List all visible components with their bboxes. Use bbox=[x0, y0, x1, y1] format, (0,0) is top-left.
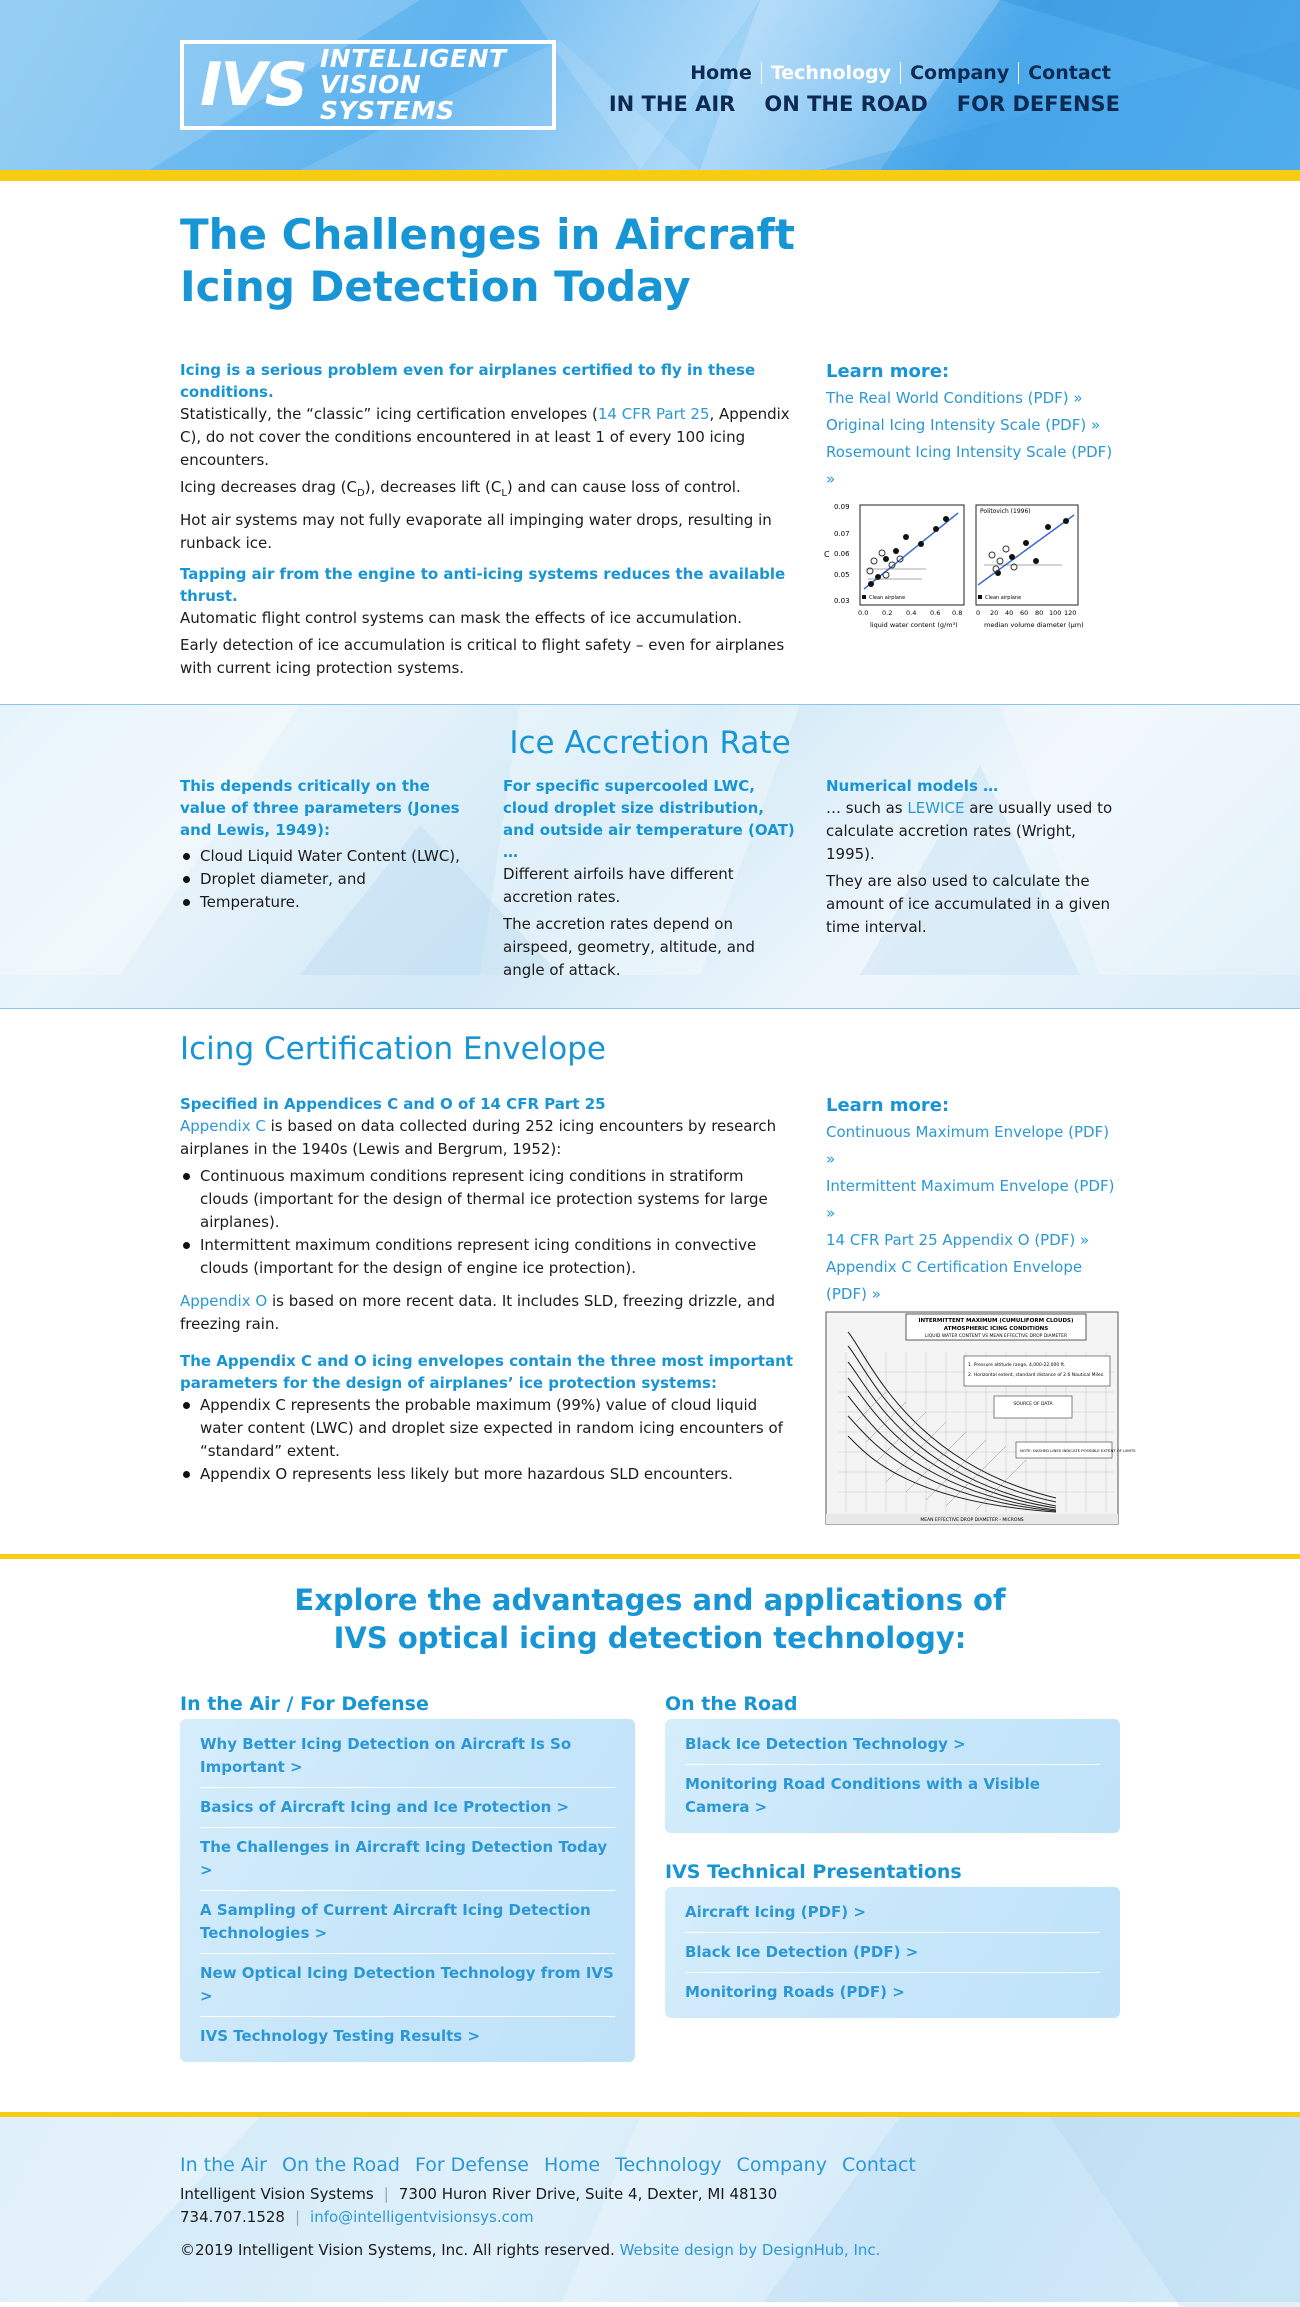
copyright-text: ©2019 Intelligent Vision Systems, Inc. All rights reserved. bbox=[180, 2241, 615, 2259]
intro-lead-1: Icing is a serious problem even for airplanes certified to fly in these conditions. bbox=[180, 361, 756, 401]
black-ice-technology-link[interactable]: Black Ice Detection Technology > bbox=[685, 1725, 1100, 1765]
chart-note-3: NOTE: DASHED LINES INDICATE POSSIBLE EXTENT OF LIMITS bbox=[1020, 1448, 1136, 1453]
lewice-link[interactable]: LEWICE bbox=[907, 799, 965, 817]
intermittent-maximum-chart bbox=[826, 1312, 1136, 1524]
right-legend: Clean airplane bbox=[985, 595, 1022, 601]
nav-contact[interactable]: Contact bbox=[1018, 62, 1120, 84]
env-p1-text: is based on data collected during 252 icing encounters by research airplanes in the 1940s (Lewis and Bergrum, 1952): bbox=[180, 1117, 777, 1158]
envelope-content bbox=[180, 1093, 796, 1524]
list-item: Appendix O represents less likely but more hazardous SLD encounters. bbox=[180, 1463, 796, 1486]
learn-more-heading: Learn more: bbox=[826, 1095, 950, 1116]
envelope-paragraph-2 bbox=[180, 1290, 796, 1336]
left-ytick-2: 0.06 bbox=[834, 550, 850, 558]
footer-in-the-air[interactable]: In the Air bbox=[180, 2154, 267, 2176]
footer-technology[interactable]: Technology bbox=[615, 2154, 722, 2176]
left-ytick-0: 0.09 bbox=[834, 503, 850, 511]
continuous-max-envelope-link[interactable]: Continuous Maximum Envelope (PDF) » bbox=[826, 1123, 1110, 1168]
p1-text-b: , Appendix C), do not cover the conditions encountered in at least 1 of every 100 icing encounters. bbox=[180, 405, 790, 469]
presentations-heading: IVS Technical Presentations bbox=[665, 1861, 962, 1883]
left-xtick-0: 0.0 bbox=[858, 609, 869, 617]
chart-source: SOURCE OF DATA bbox=[1013, 1402, 1053, 1407]
envelope-title: Icing Certification Envelope bbox=[180, 1031, 606, 1067]
real-world-conditions-link[interactable]: The Real World Conditions (PDF) » bbox=[826, 389, 1083, 407]
p2-text-a: Icing decreases drag (C bbox=[180, 478, 358, 496]
right-title: Politovich (1996) bbox=[980, 508, 1031, 515]
left-xtick-3: 0.6 bbox=[930, 609, 941, 617]
footer-for-defense[interactable]: For Defense bbox=[414, 2154, 529, 2176]
site-footer bbox=[0, 2112, 1300, 2302]
envelope-lead-2: The Appendix C and O icing envelopes contain the three most important parameters for the design of airplanes’ ice protection systems: bbox=[180, 1352, 793, 1392]
appendix-o-pdf-link[interactable]: 14 CFR Part 25 Appendix O (PDF) » bbox=[826, 1231, 1090, 1249]
logo-mark: IVS bbox=[200, 50, 306, 120]
accretion-col2-p2: The accretion rates depend on airspeed, geometry, altitude, and angle of attack. bbox=[503, 915, 755, 979]
intro-paragraph-1 bbox=[180, 403, 796, 472]
accretion-col-airfoils bbox=[503, 775, 796, 986]
chart-note-1: 1. Pressure altitude range, 4,000-22,000 ft. bbox=[968, 1363, 1066, 1368]
cfr-part-25-link[interactable]: 14 CFR Part 25 bbox=[597, 405, 710, 423]
why-better-detection-link[interactable]: Why Better Icing Detection on Aircraft Is So Important > bbox=[200, 1725, 615, 1788]
intro-paragraph-5: Early detection of ice accumulation is critical to flight safety – even for airplanes with current icing protection systems. bbox=[180, 636, 785, 677]
intro-paragraph-3: Hot air systems may not fully evaporate all impinging water drops, resulting in runback ice. bbox=[180, 511, 772, 552]
on-the-road-column bbox=[665, 1693, 1120, 2090]
learn-more-sidebar-2 bbox=[826, 1093, 1136, 1524]
list-item: Temperature. bbox=[180, 891, 473, 914]
footer-contact-info bbox=[180, 2183, 1120, 2229]
p2-sub-l: L bbox=[501, 488, 507, 499]
presentations-links bbox=[665, 1887, 1120, 2018]
p1-text-a: Statistically, the “classic” icing certification envelopes ( bbox=[180, 405, 598, 423]
intro-lead-2: Tapping air from the engine to anti-icing systems reduces the available thrust. bbox=[180, 565, 786, 605]
aircraft-icing-pdf-link[interactable]: Aircraft Icing (PDF) > bbox=[685, 1893, 1100, 1933]
testing-results-link[interactable]: IVS Technology Testing Results > bbox=[200, 2027, 481, 2045]
list-item: Cloud Liquid Water Content (LWC), bbox=[180, 845, 473, 868]
ivs-logo[interactable] bbox=[180, 40, 556, 130]
black-ice-pdf-link[interactable]: Black Ice Detection (PDF) > bbox=[685, 1933, 1100, 1973]
main-nav bbox=[609, 92, 1120, 116]
logo-line-2: VISION SYSTEMS bbox=[319, 70, 455, 125]
list-item: Droplet diameter, and bbox=[180, 868, 473, 891]
p2-text-b: ), decreases lift (C bbox=[364, 478, 502, 496]
nav-home[interactable]: Home bbox=[690, 62, 752, 84]
footer-nav bbox=[180, 2153, 1120, 2177]
intro-paragraph-2 bbox=[180, 476, 796, 505]
left-ytick-3: 0.05 bbox=[834, 571, 850, 579]
list-item: Continuous maximum conditions represent icing conditions in stratiform clouds (important for the design of thermal ice protection systems for large airplanes). bbox=[180, 1165, 796, 1234]
footer-company-name: Intelligent Vision Systems bbox=[180, 2185, 374, 2203]
appendix-c-list bbox=[180, 1165, 796, 1280]
rosemount-icing-scale-link[interactable]: Rosemount Icing Intensity Scale (PDF) » bbox=[826, 443, 1113, 488]
left-xtick-2: 0.4 bbox=[906, 609, 917, 617]
footer-on-the-road[interactable]: On the Road bbox=[282, 2154, 400, 2176]
sampling-technologies-link[interactable]: A Sampling of Current Aircraft Icing Detection Technologies > bbox=[200, 1891, 615, 1954]
nav-on-the-road[interactable]: ON THE ROAD bbox=[764, 92, 928, 116]
p2-text-c: ) and can cause loss of control. bbox=[506, 478, 741, 496]
ice-accretion-section bbox=[0, 704, 1300, 1009]
appendix-c-link[interactable]: Appendix C bbox=[180, 1117, 266, 1135]
envelope-lead-1: Specified in Appendices C and O of 14 CFR Part 25 bbox=[180, 1095, 606, 1113]
explore-title bbox=[180, 1581, 1120, 1657]
footer-address: 7300 Huron River Drive, Suite 4, Dexter, MI 48130 bbox=[398, 2185, 778, 2203]
page-title: The Challenges in Aircraft Icing Detection Today bbox=[180, 210, 795, 311]
p2-sub-d: D bbox=[357, 488, 365, 499]
accretion-col3-p2: They are also used to calculate the amount of ice accumulated in a given time interval. bbox=[826, 872, 1111, 936]
in-the-air-heading: In the Air / For Defense bbox=[180, 1693, 429, 1715]
env-p2-text: is based on more recent data. It includes SLD, freezing drizzle, and freezing rain. bbox=[180, 1292, 775, 1333]
right-xtick-1: 20 bbox=[990, 609, 999, 617]
right-xtick-0: 0 bbox=[976, 609, 981, 617]
footer-email-link[interactable]: info@intelligentvisionsys.com bbox=[310, 2208, 534, 2226]
footer-company[interactable]: Company bbox=[736, 2154, 827, 2176]
accretion-col3-p1 bbox=[826, 797, 1119, 866]
right-xtick-2: 40 bbox=[1005, 609, 1014, 617]
logo-line-1: INTELLIGENT bbox=[319, 44, 507, 73]
list-item: Intermittent maximum conditions represent icing conditions in convective clouds (important for the design of engine ice protection). bbox=[180, 1234, 796, 1280]
footer-phone: 734.707.1528 bbox=[180, 2208, 285, 2226]
explore-title-line-1: Explore the advantages and applications of bbox=[294, 1583, 1006, 1617]
accretion-col-parameters bbox=[180, 775, 473, 986]
appendix-compare-list bbox=[180, 1394, 796, 1486]
site-header bbox=[0, 0, 1300, 170]
nav-in-the-air[interactable]: IN THE AIR bbox=[608, 92, 736, 116]
nav-technology[interactable]: Technology bbox=[761, 62, 900, 84]
monitoring-roads-pdf-link[interactable]: Monitoring Roads (PDF) > bbox=[685, 1983, 905, 2001]
monitoring-road-conditions-link[interactable]: Monitoring Road Conditions with a Visible Camera > bbox=[685, 1775, 1040, 1816]
in-the-air-links bbox=[180, 1719, 635, 2062]
accretion-col2-p1: Different airfoils have different accretion rates. bbox=[503, 865, 734, 906]
learn-more-sidebar-1 bbox=[826, 359, 1120, 684]
nav-for-defense[interactable]: FOR DEFENSE bbox=[956, 92, 1120, 116]
right-xlabel: median volume diameter (μm) bbox=[984, 621, 1084, 629]
chart-title-3: LIQUID WATER CONTENT VS MEAN EFFECTIVE DROP DIAMETER bbox=[924, 1334, 1068, 1339]
ylabel-cd: C bbox=[824, 550, 830, 559]
left-xlabel: liquid water content (g/m³) bbox=[870, 621, 958, 629]
appendix-c-envelope-link[interactable]: Appendix C Certification Envelope (PDF) » bbox=[826, 1258, 1083, 1303]
footer-separator: | bbox=[383, 2185, 389, 2203]
original-icing-scale-link[interactable]: Original Icing Intensity Scale (PDF) » bbox=[826, 416, 1101, 434]
right-xtick-6: 120 bbox=[1064, 609, 1077, 617]
chart-title-2: ATMOSPHERIC ICING CONDITIONS bbox=[943, 1326, 1049, 1332]
challenges-icing-detection-link[interactable]: The Challenges in Aircraft Icing Detection Today > bbox=[200, 1828, 615, 1891]
footer-separator: | bbox=[294, 2208, 301, 2226]
left-ytick-1: 0.07 bbox=[834, 530, 850, 538]
left-xtick-4: 0.8 bbox=[952, 609, 963, 617]
new-optical-technology-link[interactable]: New Optical Icing Detection Technology from IVS > bbox=[200, 1954, 615, 2017]
accretion-col3-lead: Numerical models … bbox=[826, 777, 999, 795]
right-xtick-5: 100 bbox=[1049, 609, 1062, 617]
chart-title-1: INTERMITTENT MAXIMUM (CUMULIFORM CLOUDS) bbox=[918, 1318, 1074, 1324]
accretion-col-models bbox=[826, 775, 1119, 986]
logo-wordmark bbox=[320, 46, 552, 124]
in-the-air-column bbox=[180, 1693, 635, 2090]
left-legend: Clean airplane bbox=[869, 595, 906, 601]
right-xtick-4: 80 bbox=[1035, 609, 1044, 617]
explore-title-line-2: IVS optical icing detection technology: bbox=[333, 1621, 967, 1655]
explore-section bbox=[0, 1554, 1300, 2090]
appendix-o-link[interactable]: Appendix O bbox=[180, 1292, 268, 1310]
right-xtick-3: 60 bbox=[1020, 609, 1029, 617]
intro-content bbox=[180, 359, 796, 684]
footer-contact[interactable]: Contact bbox=[841, 2154, 916, 2176]
accretion-col1-lead: This depends critically on the value of three parameters (Jones and Lewis, 1949): bbox=[180, 777, 460, 839]
accretion-col2-lead: For specific supercooled LWC, cloud droplet size distribution, and outside air temperature (OAT) … bbox=[503, 777, 795, 861]
left-xtick-1: 0.2 bbox=[882, 609, 893, 617]
chart-note-2: 2. Horizontal extent, standard distance of 2.6 Nautical Miles. bbox=[968, 1373, 1105, 1378]
left-ytick-4: 0.03 bbox=[834, 597, 850, 605]
header-accent-bar bbox=[0, 170, 1300, 181]
nav-company[interactable]: Company bbox=[900, 62, 1018, 84]
drag-coefficient-figure bbox=[826, 499, 1082, 633]
col3-text-b: are usually used to calculate accretion rates (Wright, 1995). bbox=[826, 799, 1113, 863]
designhub-link[interactable]: Website design by DesignHub, Inc. bbox=[619, 2241, 881, 2259]
envelope-paragraph-1 bbox=[180, 1115, 796, 1161]
on-the-road-heading: On the Road bbox=[665, 1693, 798, 1715]
learn-more-heading: Learn more: bbox=[826, 361, 950, 382]
ice-accretion-title: Ice Accretion Rate bbox=[509, 725, 791, 761]
on-the-road-links bbox=[665, 1719, 1120, 1833]
chart-xlabel: MEAN EFFECTIVE DROP DIAMETER - MICRONS bbox=[920, 1518, 1024, 1523]
top-nav bbox=[681, 62, 1120, 84]
parameter-list bbox=[180, 845, 473, 914]
intro-paragraph-4: Automatic flight control systems can mask the effects of ice accumulation. bbox=[180, 609, 743, 627]
col3-text-a: … such as bbox=[826, 799, 908, 817]
footer-copyright bbox=[180, 2239, 1120, 2262]
basics-aircraft-icing-link[interactable]: Basics of Aircraft Icing and Ice Protection > bbox=[200, 1788, 615, 1828]
footer-home[interactable]: Home bbox=[544, 2154, 601, 2176]
list-item: Appendix C represents the probable maximum (99%) value of cloud liquid water content (LWC) and droplet size expected in random icing encounters of “standard” extent. bbox=[180, 1394, 796, 1463]
intermittent-max-envelope-link[interactable]: Intermittent Maximum Envelope (PDF) » bbox=[826, 1177, 1115, 1222]
